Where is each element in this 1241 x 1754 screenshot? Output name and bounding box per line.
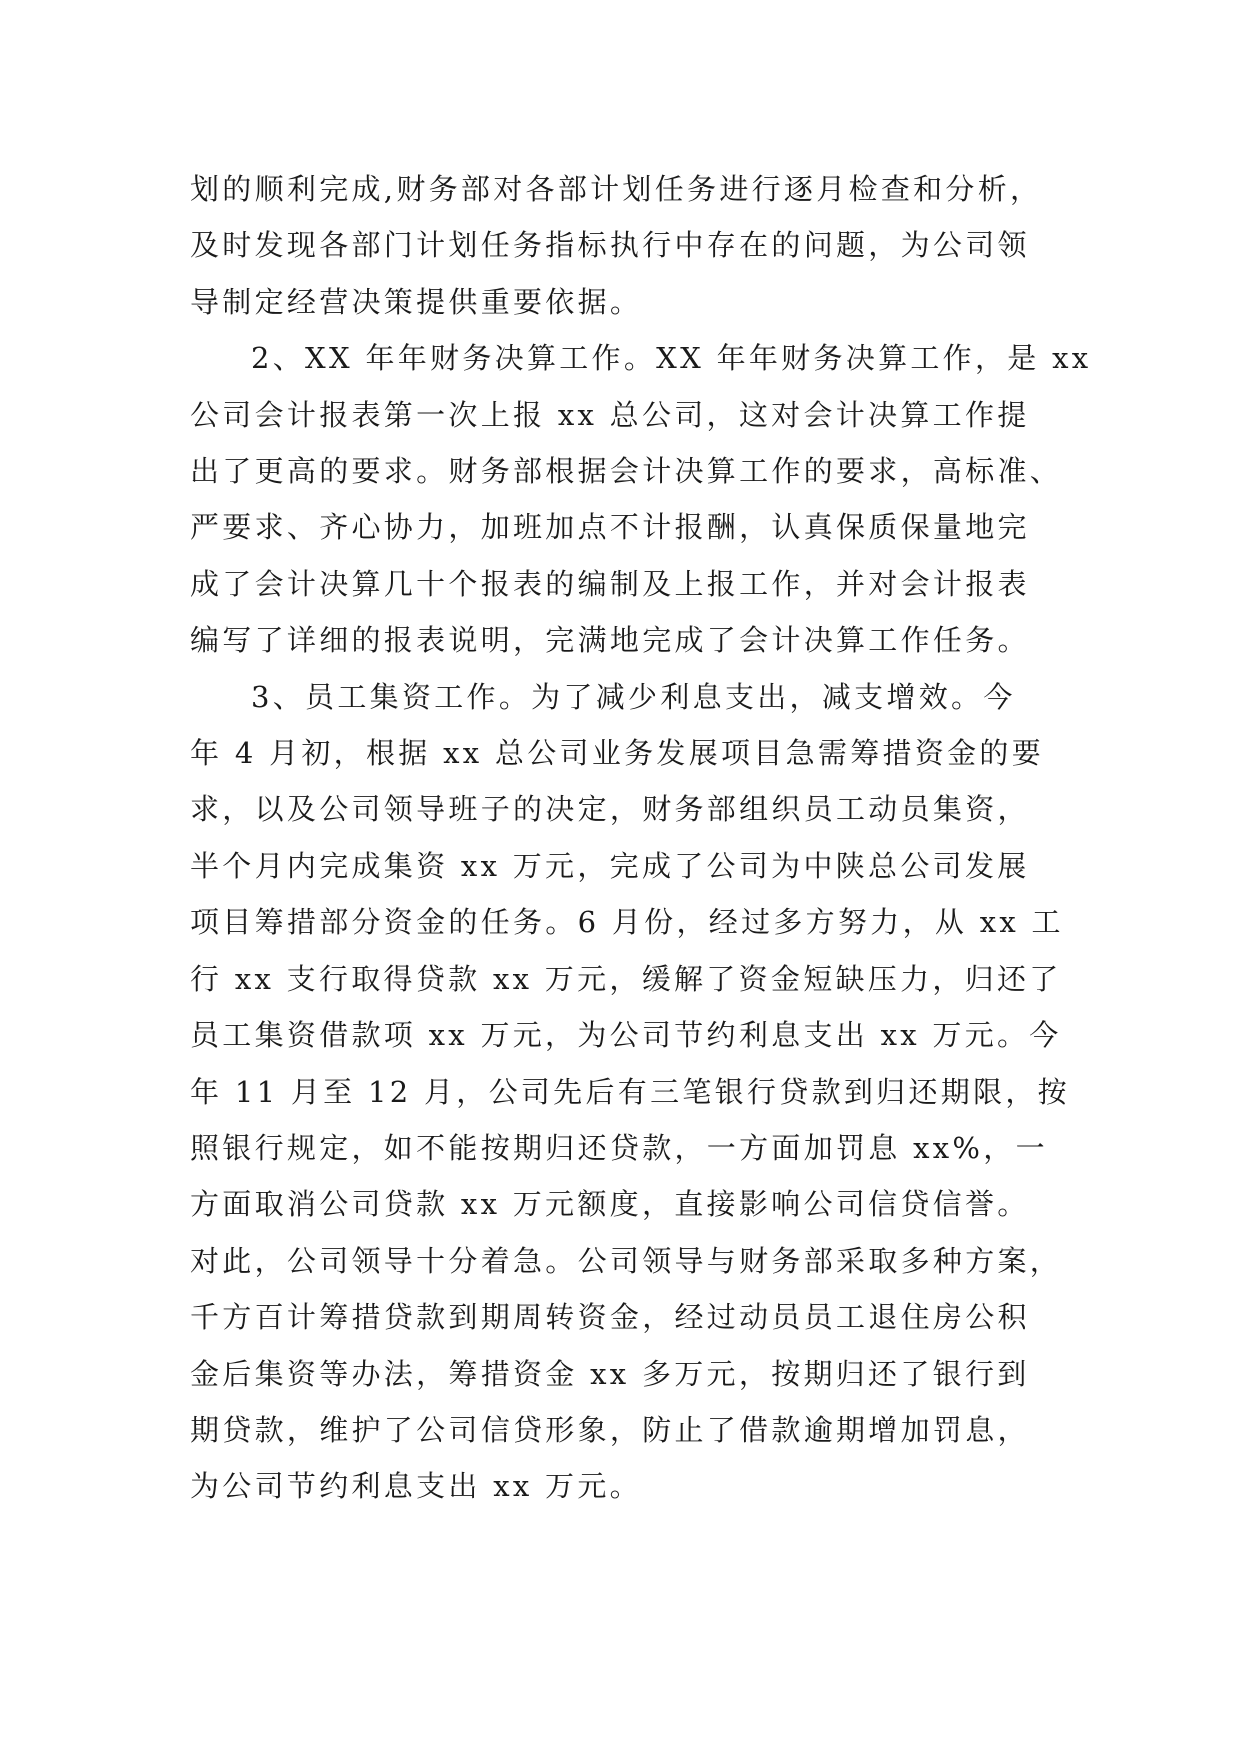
text-line: 公司会计报表第一次上报 xx 总公司，这对会计决算工作提	[190, 397, 1030, 432]
text-line: 员工集资借款项 xx 万元，为公司节约利息支出 xx 万元。今	[190, 1018, 1062, 1053]
text-line: 半个月内完成集资 xx 万元，完成了公司为中陕总公司发展	[190, 848, 1030, 883]
text-line: 对此，公司领导十分着急。公司领导与财务部采取多种方案，	[190, 1243, 1063, 1278]
document-body	[190, 161, 1092, 1515]
text-line: 照银行规定，如不能按期归还贷款，一方面加罚息 xx%，一	[190, 1130, 1048, 1165]
text-line: 千方百计筹措贷款到期周转资金，经过动员员工退住房公积	[190, 1300, 1030, 1335]
text-line: 出了更高的要求。财务部根据会计决算工作的要求，高标准、	[190, 454, 1063, 489]
paragraph-continuation	[190, 161, 1060, 330]
text-line: 年 4 月初，根据 xx 总公司业务发展项目急需筹措资金的要	[190, 736, 1045, 771]
paragraph-item-3	[190, 669, 1070, 1515]
paragraph-item-2	[190, 330, 1092, 668]
text-line: 年 11 月至 12 月，公司先后有三笔银行贷款到归还期限，按	[190, 1074, 1070, 1109]
text-line: 行 xx 支行取得贷款 xx 万元，缓解了资金短缺压力，归还了	[190, 961, 1062, 996]
text-line: 编写了详细的报表说明，完满地完成了会计决算工作任务。	[190, 623, 1030, 658]
text-line: 为公司节约利息支出 xx 万元。	[190, 1469, 642, 1504]
text-line: 方面取消公司贷款 xx 万元额度，直接影响公司信贷信誉。	[190, 1187, 1030, 1222]
text-line: 严要求、齐心协力，加班加点不计报酬，认真保质保量地完	[190, 510, 1030, 545]
text-line: 求，以及公司领导班子的决定，财务部组织员工动员集资，	[190, 792, 1030, 827]
text-line: 成了会计决算几十个报表的编制及上报工作，并对会计报表	[190, 566, 1030, 601]
text-line: 3、员工集资工作。为了减少利息支出，减支增效。今	[251, 679, 1016, 714]
text-line: 2、XX 年年财务决算工作。XX 年年财务决算工作，是 xx	[251, 341, 1092, 376]
text-line: 及时发现各部门计划任务指标执行中存在的问题，为公司领	[190, 228, 1030, 263]
text-line: 导制定经营决策提供重要依据。	[190, 284, 643, 319]
text-line: 金后集资等办法，筹措资金 xx 多万元，按期归还了银行到	[190, 1356, 1030, 1391]
text-line: 期贷款，维护了公司信贷形象，防止了借款逾期增加罚息，	[190, 1412, 1030, 1447]
text-line: 项目筹措部分资金的任务。6 月份，经过多方努力，从 xx 工	[190, 905, 1064, 940]
text-line: 划的顺利完成,财务部对各部计划任务进行逐月检查和分析，	[190, 172, 1043, 206]
